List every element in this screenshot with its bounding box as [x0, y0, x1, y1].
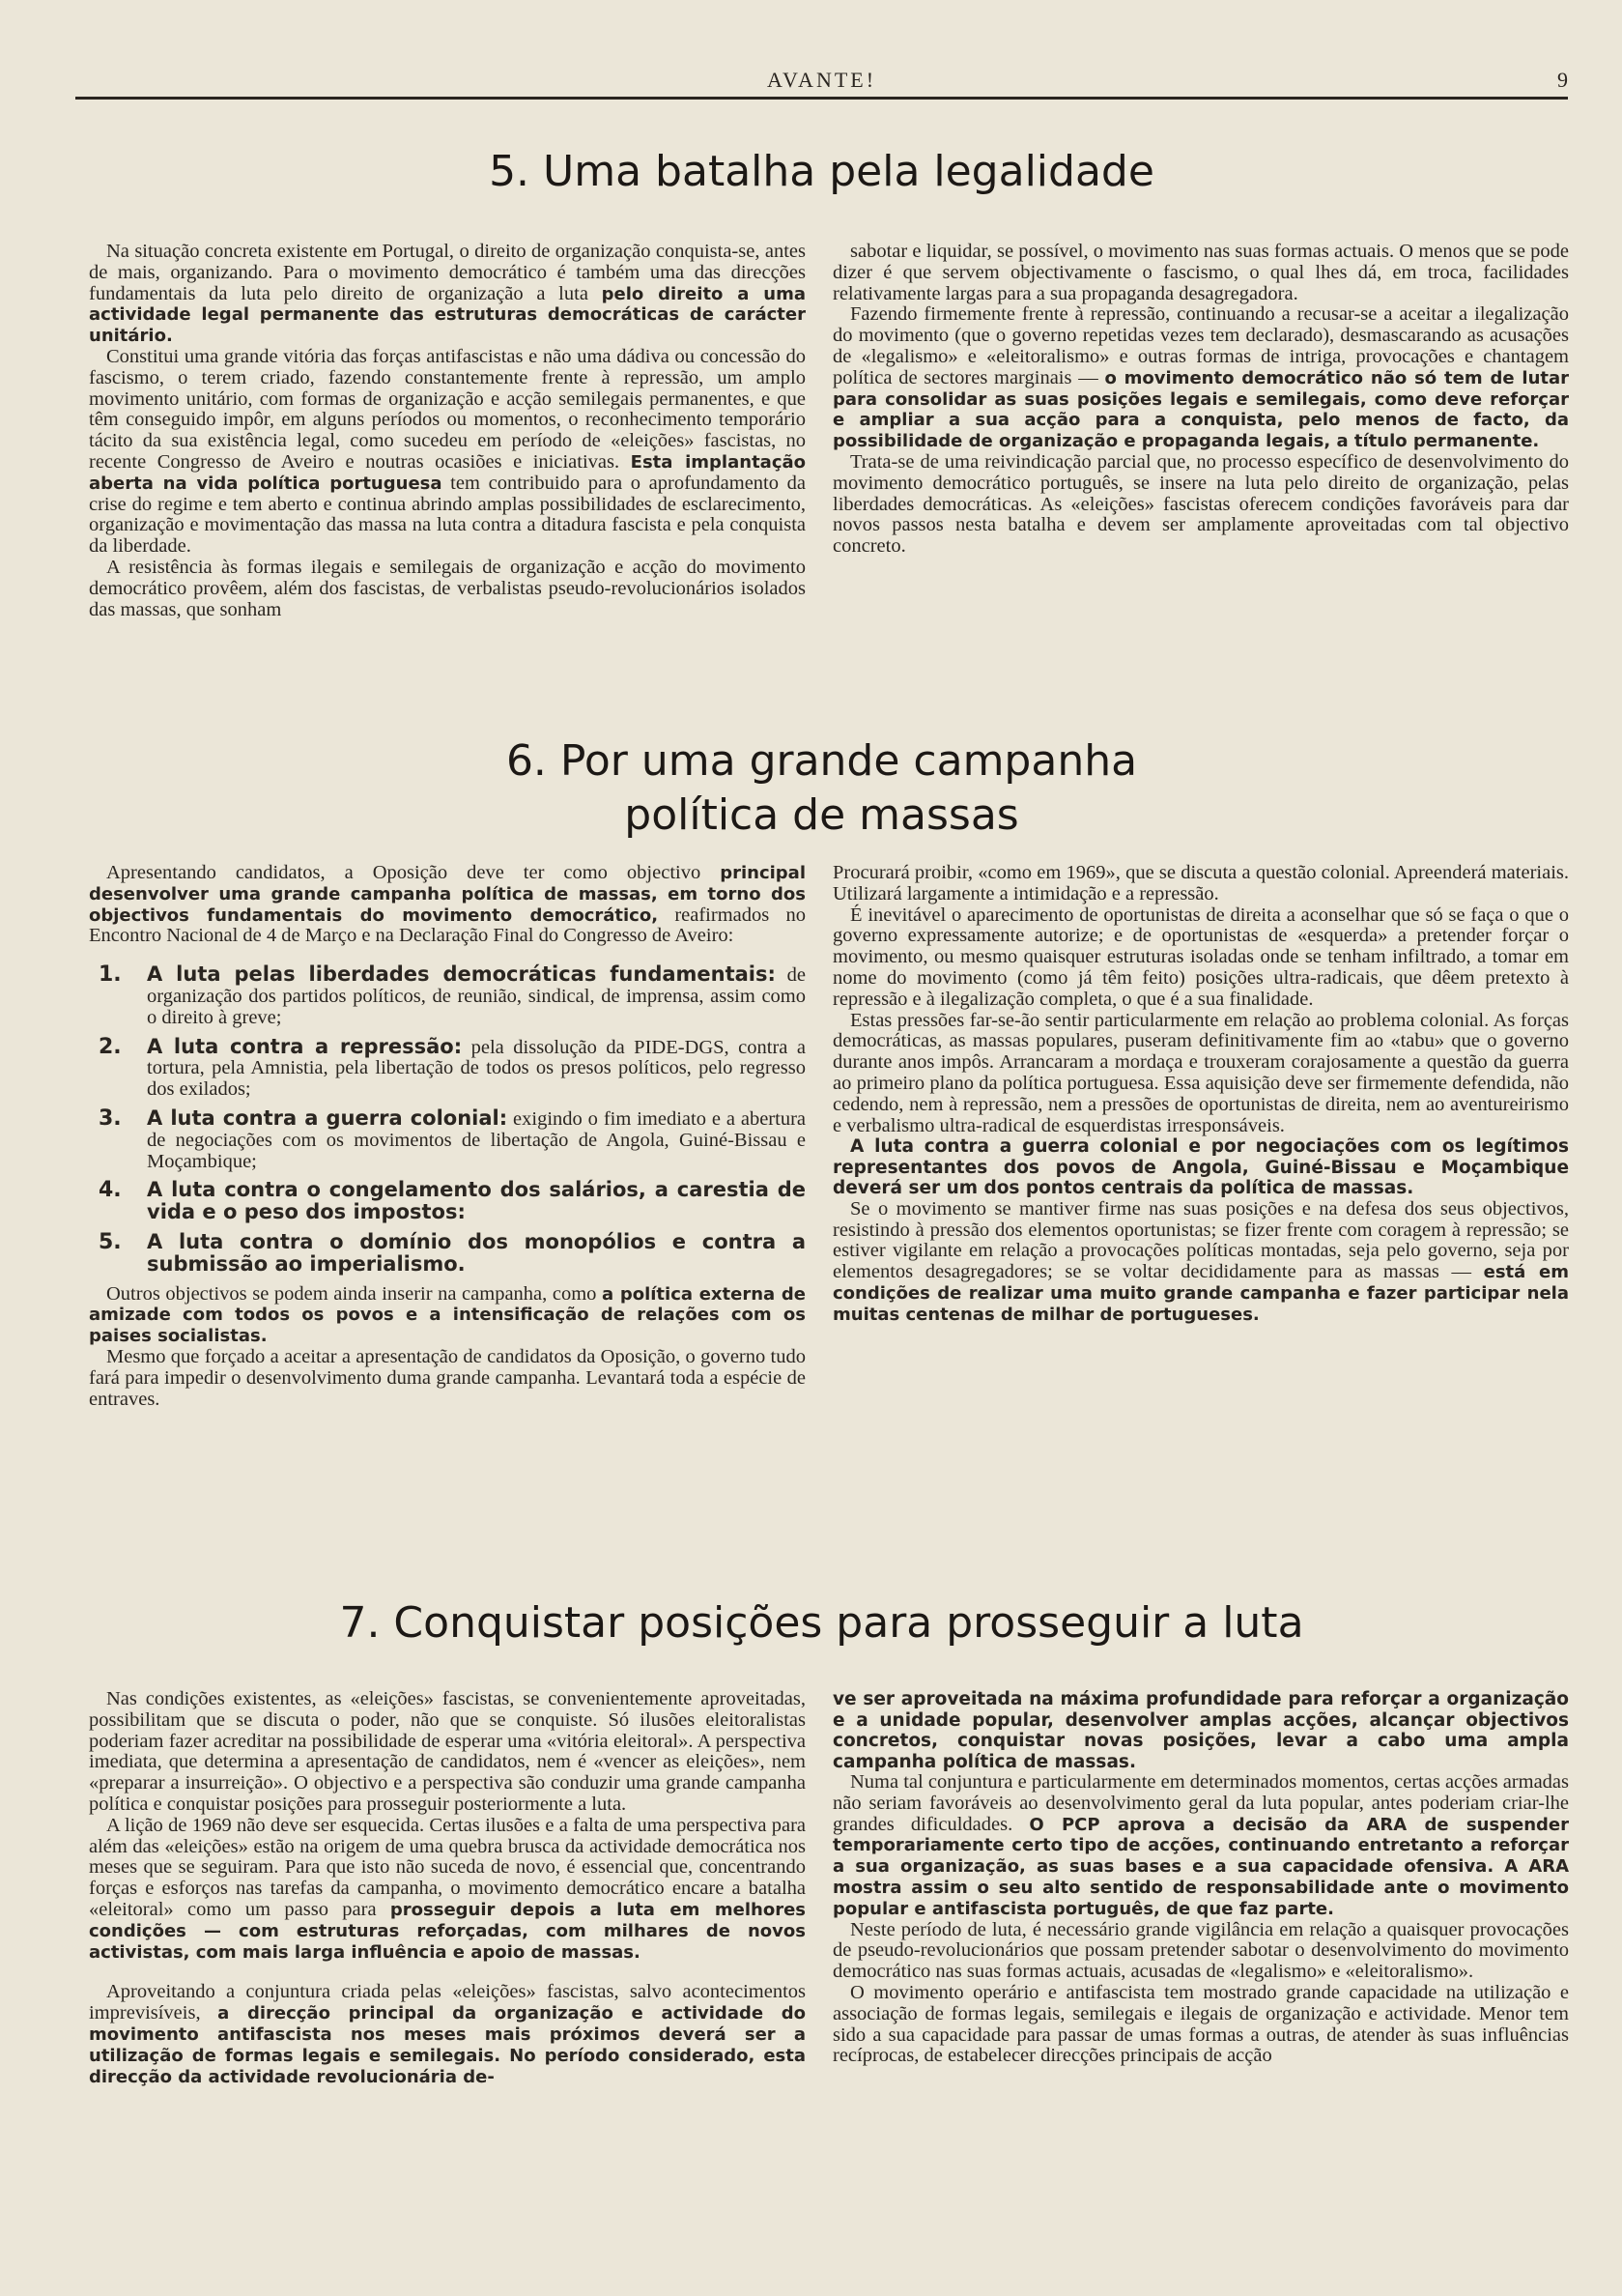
s7-right-paragraph: O movimento operário e antifascista tem mostrado grande capacidade na utilização e associação de formas legais, semilegais e ilegais de organização e actividade. Menor tem sido a sua capacidade para passar de umas formas a outras, de atender às suas influências recíprocas, de estabelecer direcções principais de acção — [833, 1981, 1569, 2067]
s7-left-paragraph: Nas condições existentes, as «eleições» fascistas, se convenientemente aproveitadas, possibilitam que se discuta o poder, não que se conquiste. Só ilusões eleitoralistas poderiam fazer acreditar na possibilidade de esperar uma «vitória eleitoral». A perspectiva imediata, que determina a apresentação de candidatos, nem é «vencer as eleições», nem «preparar a insurreição». O objectivo e a perspectiva são conduzir uma grande campanha política e conquistar posições para prosseguir posteriormente a luta. — [89, 1689, 806, 1815]
page-number: 9 — [1557, 68, 1568, 92]
bold-text: a direcção principal da organização e actividade do movimento antifascista nos meses mais próximos deverá ser a utilização de formas legais e semilegais. No período considerado, esta direcção da actividade revolucionária de- — [89, 2003, 806, 2087]
objective-number: 5. — [99, 1229, 122, 1254]
bold-text: Esta implantação aberta na vida política portuguesa — [89, 451, 806, 494]
body-text: A lição de 1969 não deve ser esquecida. Certas ilusões e a falta de uma perspectiva para além das «eleições» estão na origem de uma quebra brusca da actividade democrática nos meses que se seguiram. Para que isto não suceda de novo, é essencial que, concentrando forças e esforços nas tarefas da campanha, o movimento democrático encare a batalha «eleitoral» como um passo para — [89, 1814, 806, 1920]
s5-left-paragraph — [89, 347, 806, 558]
body-text: Aproveitando a conjuntura criada pelas «eleições» fascistas, salvo acontecimentos imprevisíveis, — [89, 1981, 806, 2024]
s5-left-paragraph: A resistência às formas ilegais e semilegais de organização e acção do movimento democrático provêem, além dos fascistas, de verbalistas pseudo-revolucionários isolados das massas, que sonham — [89, 556, 806, 620]
body-text: Fazendo firmemente frente à repressão, continuando a recusar-se a aceitar a ilegalização do movimento (que o governo repetidas vezes tem declarado), desmascarando as acusações de «legalismo» e «eleitoralismo» e outras formas de intriga, provocações e chantagem política de sectores marginais — — [833, 303, 1569, 388]
section-6-title-line2: política de massas — [624, 790, 1019, 840]
s5-left-paragraph — [89, 242, 806, 347]
section-6-title-line1: 6. Por uma grande campanha — [505, 736, 1138, 786]
objective-heading: A luta contra a repressão: — [147, 1034, 463, 1058]
body-text: Se o movimento se mantiver firme nas suas posições e na defesa dos seus objectivos, resistindo à pressão dos elementos oportunistas; se fizer frente com coragem à repressão; se estiver vigilante em relação a provocações políticas montadas, seja pelo governo, seja por elementos desagregadores; se se voltar decididamente para as massas — — [833, 1197, 1569, 1283]
header-rule — [75, 97, 1568, 100]
objective-description: pela dissolução da PIDE-DGS, contra a tortura, pela Amnistia, pela libertação de todos os presos políticos, pelo regresso dos exilados; — [147, 1036, 806, 1101]
campaign-intro-paragraph — [89, 863, 806, 947]
objective-number: 1. — [99, 962, 122, 988]
objective-text — [147, 1180, 806, 1224]
objective-number: 3. — [99, 1105, 122, 1131]
s5-right-paragraph: Trata-se de uma reivindicação parcial que, no processo específico de desenvolvimento do movimento democrático português, se insere na luta pelo direito de organização, pelas liberdades democráticas. As «eleições» fascistas oferecem condições favoráveis para dar novos passos nesta batalha e devem ser amplamente aproveitadas com tal objectivo concreto. — [833, 450, 1569, 558]
bold-text: o movimento democrático não só tem de lutar para consolidar as suas posições legais e semilegais, como deve reforçar e ampliar a sua acção para a conquista, pelo menos de facto, da possibilidade de organização e propaganda legais, a título permanente. — [833, 367, 1569, 452]
objective-heading: A luta contra a guerra colonial: — [147, 1105, 508, 1130]
body-text: Numa tal conjuntura e particularmente em determinados momentos, certas acções armadas não seriam favoráveis ao desenvolvimento geral da luta popular, antes poderiam criar-lhe grandes dificuldades. — [833, 1771, 1569, 1835]
s5-right-paragraph — [833, 304, 1569, 452]
s7-left-paragraph — [89, 1816, 806, 1964]
objective-heading: A luta contra o congelamento dos salários, a carestia de vida e o peso dos impostos: — [147, 1178, 806, 1224]
objective-item — [89, 1229, 806, 1277]
s6-left-paragraph: Mesmo que forçado a aceitar a apresentação de candidatos da Oposição, o governo tudo fará para impedir o desenvolvimento duma grande campanha. Levantará toda a espécie de entraves. — [89, 1345, 806, 1410]
bold-text: principal desenvolver uma grande campanha política de massas, em torno dos objectivos fundamentais do movimento democrático, — [89, 863, 806, 926]
body-text: Outros objectivos se podem ainda inserir na campanha, como — [106, 1282, 602, 1305]
s6-left-paragraph — [89, 1284, 806, 1347]
s6-right-paragraph: Procurará proibir, «como em 1969», que se discuta a questão colonial. Apreenderá materiais. Utilizará largamente a intimidação e a repressão. — [833, 863, 1569, 904]
bold-text: prosseguir depois a luta em melhores condições — com estruturas reforçadas, com milhares de novos activistas, com mais larga influência e apoio de massas. — [89, 1899, 806, 1963]
objective-number: 2. — [99, 1034, 122, 1059]
section-6-right-column — [833, 863, 1569, 1578]
section-5-title: 5. Uma batalha pela legalidade — [489, 147, 1154, 196]
objective-text — [147, 1034, 806, 1101]
s6-right-paragraph — [833, 1199, 1569, 1326]
objective-item — [89, 1180, 806, 1224]
s6-right-paragraph: É inevitável o aparecimento de oportunistas de direita a aconselhar que só se faça o que o governo expressamente autorize; e de oportunistas de «esquerda» a pretender forçar o movimento, ou mesmo quaisquer estruturas isoladas onde se tenham infiltrado, a tomar em nome do movimento (como já têm feito) posições ultra-radicais, que dêem pretexto à repressão e à ilegalização completa, o que é a sua finalidade. — [833, 904, 1569, 1010]
section-5-left-column — [89, 242, 806, 701]
section-7-title: 7. Conquistar posições para prosseguir a luta — [339, 1598, 1304, 1648]
section-6-left-column — [89, 863, 806, 1559]
s5-right-paragraph: sabotar e liquidar, se possível, o movimento nas suas formas actuais. O menos que se pode dizer é que servem objectivamente o fascismo, o qual lhes dá, em troca, facilidades relativamente largas para a sua propaganda desagregadora. — [833, 242, 1569, 304]
objective-description: de organização dos partidos políticos, de reunião, sindical, de imprensa, assim como o direito à greve; — [147, 964, 806, 1028]
s6-right-paragraph: Estas pressões far-se-ão sentir particularmente em relação ao problema colonial. As forças democráticas, as massas populares, puseram definitivamente fim ao «tabu» que o governo durante anos impôs. Arrancaram a mordaça e trouxeram corajosamente a questão da guerra ao primeiro plano da política portuguesa. Essa aquisição deve ser firmemente defendida, não cedendo, nem à repressão, nem a pressões de oportunistas de direita, nem ao aventureirismo e verbalismo ultra-radical de esquerdistas irresponsáveis. — [833, 1009, 1569, 1136]
bold-text: está em condições de realizar uma muito grande campanha e fazer participar nela muitas centenas de milhar de portugueses. — [833, 1262, 1569, 1325]
body-text: Na situação concreta existente em Portugal, o direito de organização conquista-se, antes de mais, organizando. Para o movimento democrático é também uma das direcções fundamentais da luta pelo direito de organização a luta — [89, 242, 806, 304]
s6-right-paragraph: A luta contra a guerra colonial e por negociações com os legítimos representantes dos povos de Angola, Guiné-Bissau e Moçambique deverá ser um dos pontos centrais da política de massas. — [833, 1136, 1569, 1199]
s7-left-paragraph — [89, 1982, 806, 2087]
objective-item — [89, 964, 806, 1028]
bold-text: a política externa de amizade com todos os povos e a intensificação de relações com os paises socialistas. — [89, 1283, 806, 1347]
s7-right-paragraph: ve ser aproveitada na máxima profundidade para reforçar a organização e a unidade popular, desenvolver amplas acções, alcançar objectivos concretos, conquistar novas posições, levar a cabo uma ampla campanha política de massas. — [833, 1689, 1569, 1772]
s7-right-paragraph — [833, 1772, 1569, 1920]
objective-heading: A luta pelas liberdades democráticas fundamentais: — [147, 962, 776, 987]
section-5-right-column — [833, 242, 1569, 705]
objective-text — [147, 964, 806, 1028]
page-header — [75, 68, 1568, 102]
objective-item — [89, 1034, 806, 1101]
objective-item — [89, 1105, 806, 1172]
s7-right-paragraph: Neste período de luta, é necessário grande vigilância em relação a quaisquer provocações de pseudo-revolucionários que possam pretender sabotar o desenvolvimento do movimento democrático nas suas formas actuais, acusadas de «legalismo» e «eleitoralismo». — [833, 1918, 1569, 1983]
body-text: Constitui uma grande vitória das forças antifascistas e não uma dádiva ou concessão do fascismo, o terem criado, fazendo constantemente frente à repressão, um amplo movimento unitário, com formas de organização e acção semilegais permanentes, e que têm conseguido impôr, em alguns períodos ou momentos, o reconhecimento temporário tácito da sua existência legal, como sucedeu em período de «eleições» fascistas, no recente Congresso de Aveiro e noutras ocasiões e iniciativas. — [89, 345, 806, 473]
body-text: tem contribuido para o aprofundamento da crise do regime e tem aberto e continua abrindo amplas possibilidades de esclarecimento, organização e movimentação das massa na luta contra a ditadura fascista e pela conquista da liberdade. — [89, 472, 806, 558]
bold-text: pelo direito a uma actividade legal permanente das estruturas democráticas de carácter unitário. — [89, 283, 806, 347]
section-7-right-column — [833, 1689, 1569, 2269]
body-text: reafirmados no Encontro Nacional de 4 de Março e na Declaração Final do Congresso de Aveiro: — [89, 904, 806, 947]
objective-description: exigindo o fim imediato e a abertura de negociações com os movimentos de libertação de Angola, Guiné-Bissau e Moçambique; — [147, 1107, 806, 1172]
objective-number: 4. — [99, 1178, 122, 1203]
objective-text — [147, 1229, 806, 1277]
bold-text: O PCP aprova a decisão da ARA de suspender temporariamente certo tipo de acções, continuando entretanto a reforçar a sua organização, as suas bases e a sua capacidade ofensiva. A ARA mostra assim o seu alto sentido de responsabilidade ante o movimento popular e antifascista português, de que faz parte. — [833, 1814, 1569, 1919]
objective-heading: A luta contra o domínio dos monopólios e contra a submissão ao imperialismo. — [147, 1229, 806, 1276]
masthead: AVANTE! — [766, 68, 877, 92]
body-text: Apresentando candidatos, a Oposição deve ter como objectivo — [106, 863, 721, 883]
section-7-left-column — [89, 1689, 806, 2269]
objective-text — [147, 1105, 806, 1172]
